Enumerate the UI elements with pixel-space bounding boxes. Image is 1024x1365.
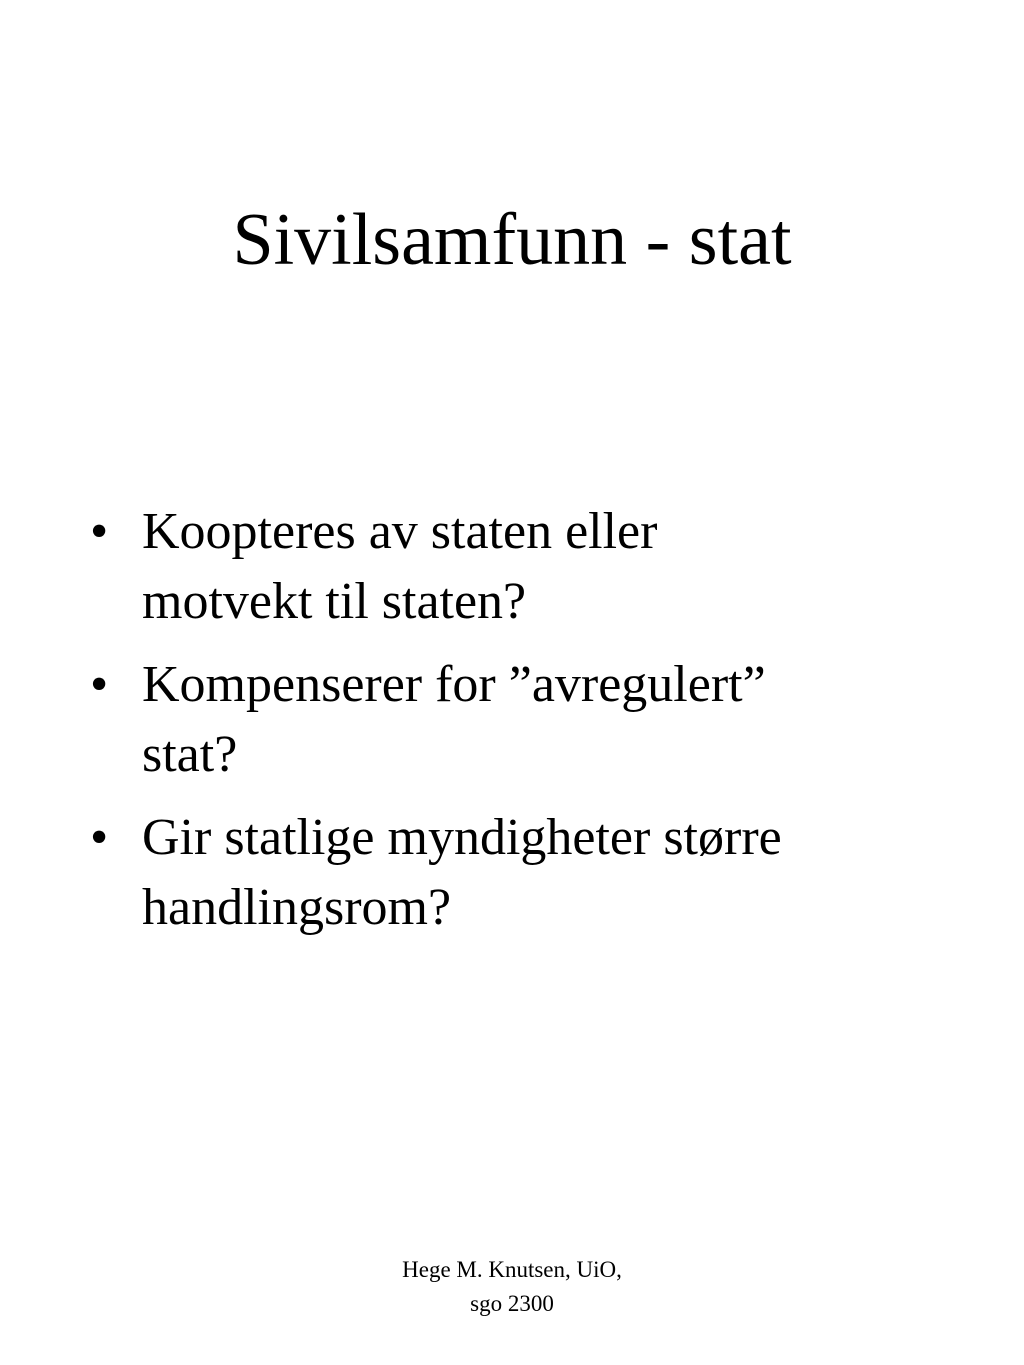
bullet-dot-icon: • [90,503,109,560]
slide-title: Sivilsamfunn - stat [232,199,792,281]
bullet-item [90,803,930,943]
footer-course: sgo 2300 [470,1291,554,1316]
bullet-text-line: handlingsrom? [142,879,452,936]
bullet-text-line: motvekt til staten? [142,573,527,630]
bullet-text-line: Kompenserer for ”avregulert” [142,656,766,713]
bullet-text-line: stat? [142,726,238,783]
bullet-text-line: Gir statlige myndigheter større [142,809,782,866]
bullet-item [90,497,930,637]
bullet-text-line: Koopteres av staten eller [142,503,658,560]
bullet-dot-icon: • [90,809,109,866]
footer-author: Hege M. Knutsen, UiO, [402,1257,622,1282]
slide-footer [0,1253,1024,1321]
bullet-dot-icon: • [90,656,109,713]
bullet-list [90,497,930,956]
bullet-item [90,650,930,790]
